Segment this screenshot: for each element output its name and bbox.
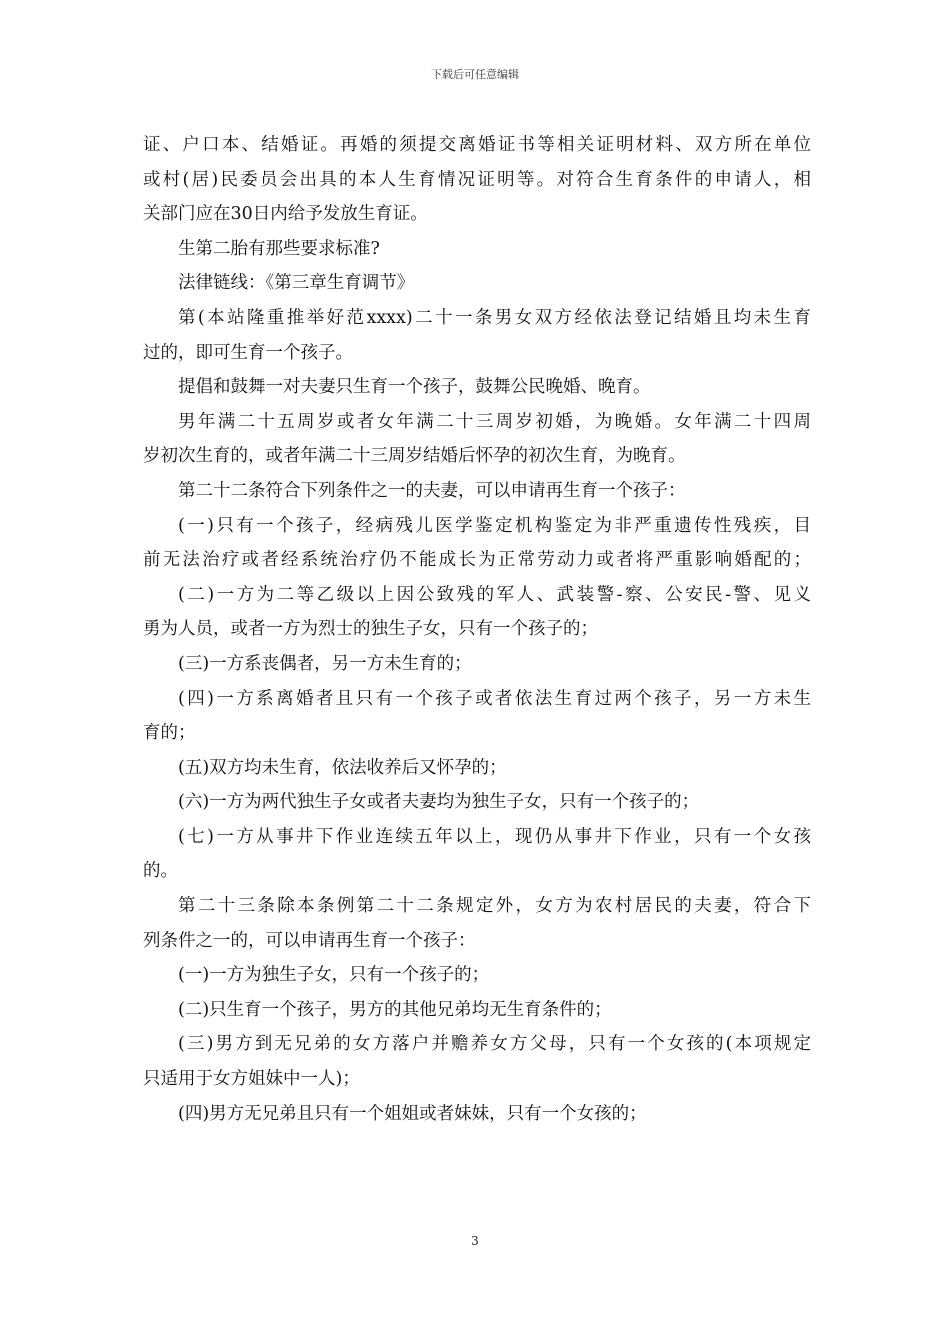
text-line: (四)一方系离婚者且只有一个孩子或者依法生育过两个孩子，另一方未生 [178, 688, 811, 709]
text-line: 育的； [143, 723, 196, 744]
text-line: 关部门应在30日内给予发放生育证。 [143, 204, 428, 225]
text-line: (二)一方为二等乙级以上因公致残的军人、武装警-察、公安民-警、见义 [178, 584, 811, 605]
text-line: 过的，即可生育一个孩子。 [143, 342, 353, 363]
text-line: (七)一方从事井下作业连续五年以上，现仍从事井下作业，只有一个女孩 [178, 826, 811, 847]
text-line: (五)双方均未生育，依法收养后又怀孕的； [178, 757, 507, 778]
text-line: 第(本站隆重推举好范xxxx)二十一条男女双方经依法登记结婚且均未生育 [178, 307, 811, 328]
text-line: 岁初次生育的，或者年满二十三周岁结婚后怀孕的初次生育，为晚育。 [143, 446, 686, 467]
text-line: (二)只生育一个孩子，男方的其他兄弟均无生育条件的； [178, 999, 612, 1020]
text-line: 或村(居)民委员会出具的本人生育情况证明等。对符合生育条件的申请人，相 [143, 169, 811, 190]
text-line: 提倡和鼓舞一对夫妻只生育一个孩子，鼓舞公民晚婚、晚育。 [178, 377, 651, 398]
text-line: 第二十二条符合下列条件之一的夫妻，可以申请再生育一个孩子： [178, 480, 686, 501]
text-line: (一)一方为独生子女，只有一个孩子的； [178, 965, 490, 986]
text-line: 前无法治疗或者经系统治疗仍不能成长为正常劳动力或者将严重影响婚配的； [143, 550, 811, 571]
text-line: 列条件之一的，可以申请再生育一个孩子： [143, 930, 476, 951]
document-body [143, 128, 811, 1131]
text-line: 的。 [143, 861, 178, 882]
text-line: 第二十三条除本条例第二十二条规定外，女方为农村居民的夫妻，符合下 [178, 896, 811, 917]
text-line: 生第二胎有那些要求标准? [178, 238, 380, 259]
text-line: 证、户口本、结婚证。再婚的须提交离婚证书等相关证明材料、双方所在单位 [143, 135, 811, 155]
text-line: 男年满二十五周岁或者女年满二十三周岁初婚，为晚婚。女年满二十四周 [178, 411, 811, 432]
text-line: 法律链线：《第三章生育调节》 [178, 273, 415, 294]
text-line: 勇为人员，或者一方为烈士的独生子女，只有一个孩子的； [143, 619, 598, 640]
text-line: (三)男方到无兄弟的女方落户并赡养女方父母，只有一个女孩的(本项规定 [178, 1034, 811, 1055]
text-line: (一)只有一个孩子，经病残儿医学鉴定机构鉴定为非严重遗传性残疾，目 [178, 515, 811, 536]
text-line: (六)一方为两代独生子女或者夫妻均为独生子女，只有一个孩子的； [178, 792, 700, 813]
page-number: 3 [471, 1234, 479, 1248]
page-header: 下载后可任意编辑 [431, 68, 519, 81]
text-line: (三)一方系丧偶者，另一方未生育的； [178, 653, 472, 674]
text-line: (四)男方无兄弟且只有一个姐姐或者妹妹，只有一个女孩的； [178, 1103, 647, 1124]
text-line: 只适用于女方姐妹中一人)； [143, 1069, 360, 1090]
